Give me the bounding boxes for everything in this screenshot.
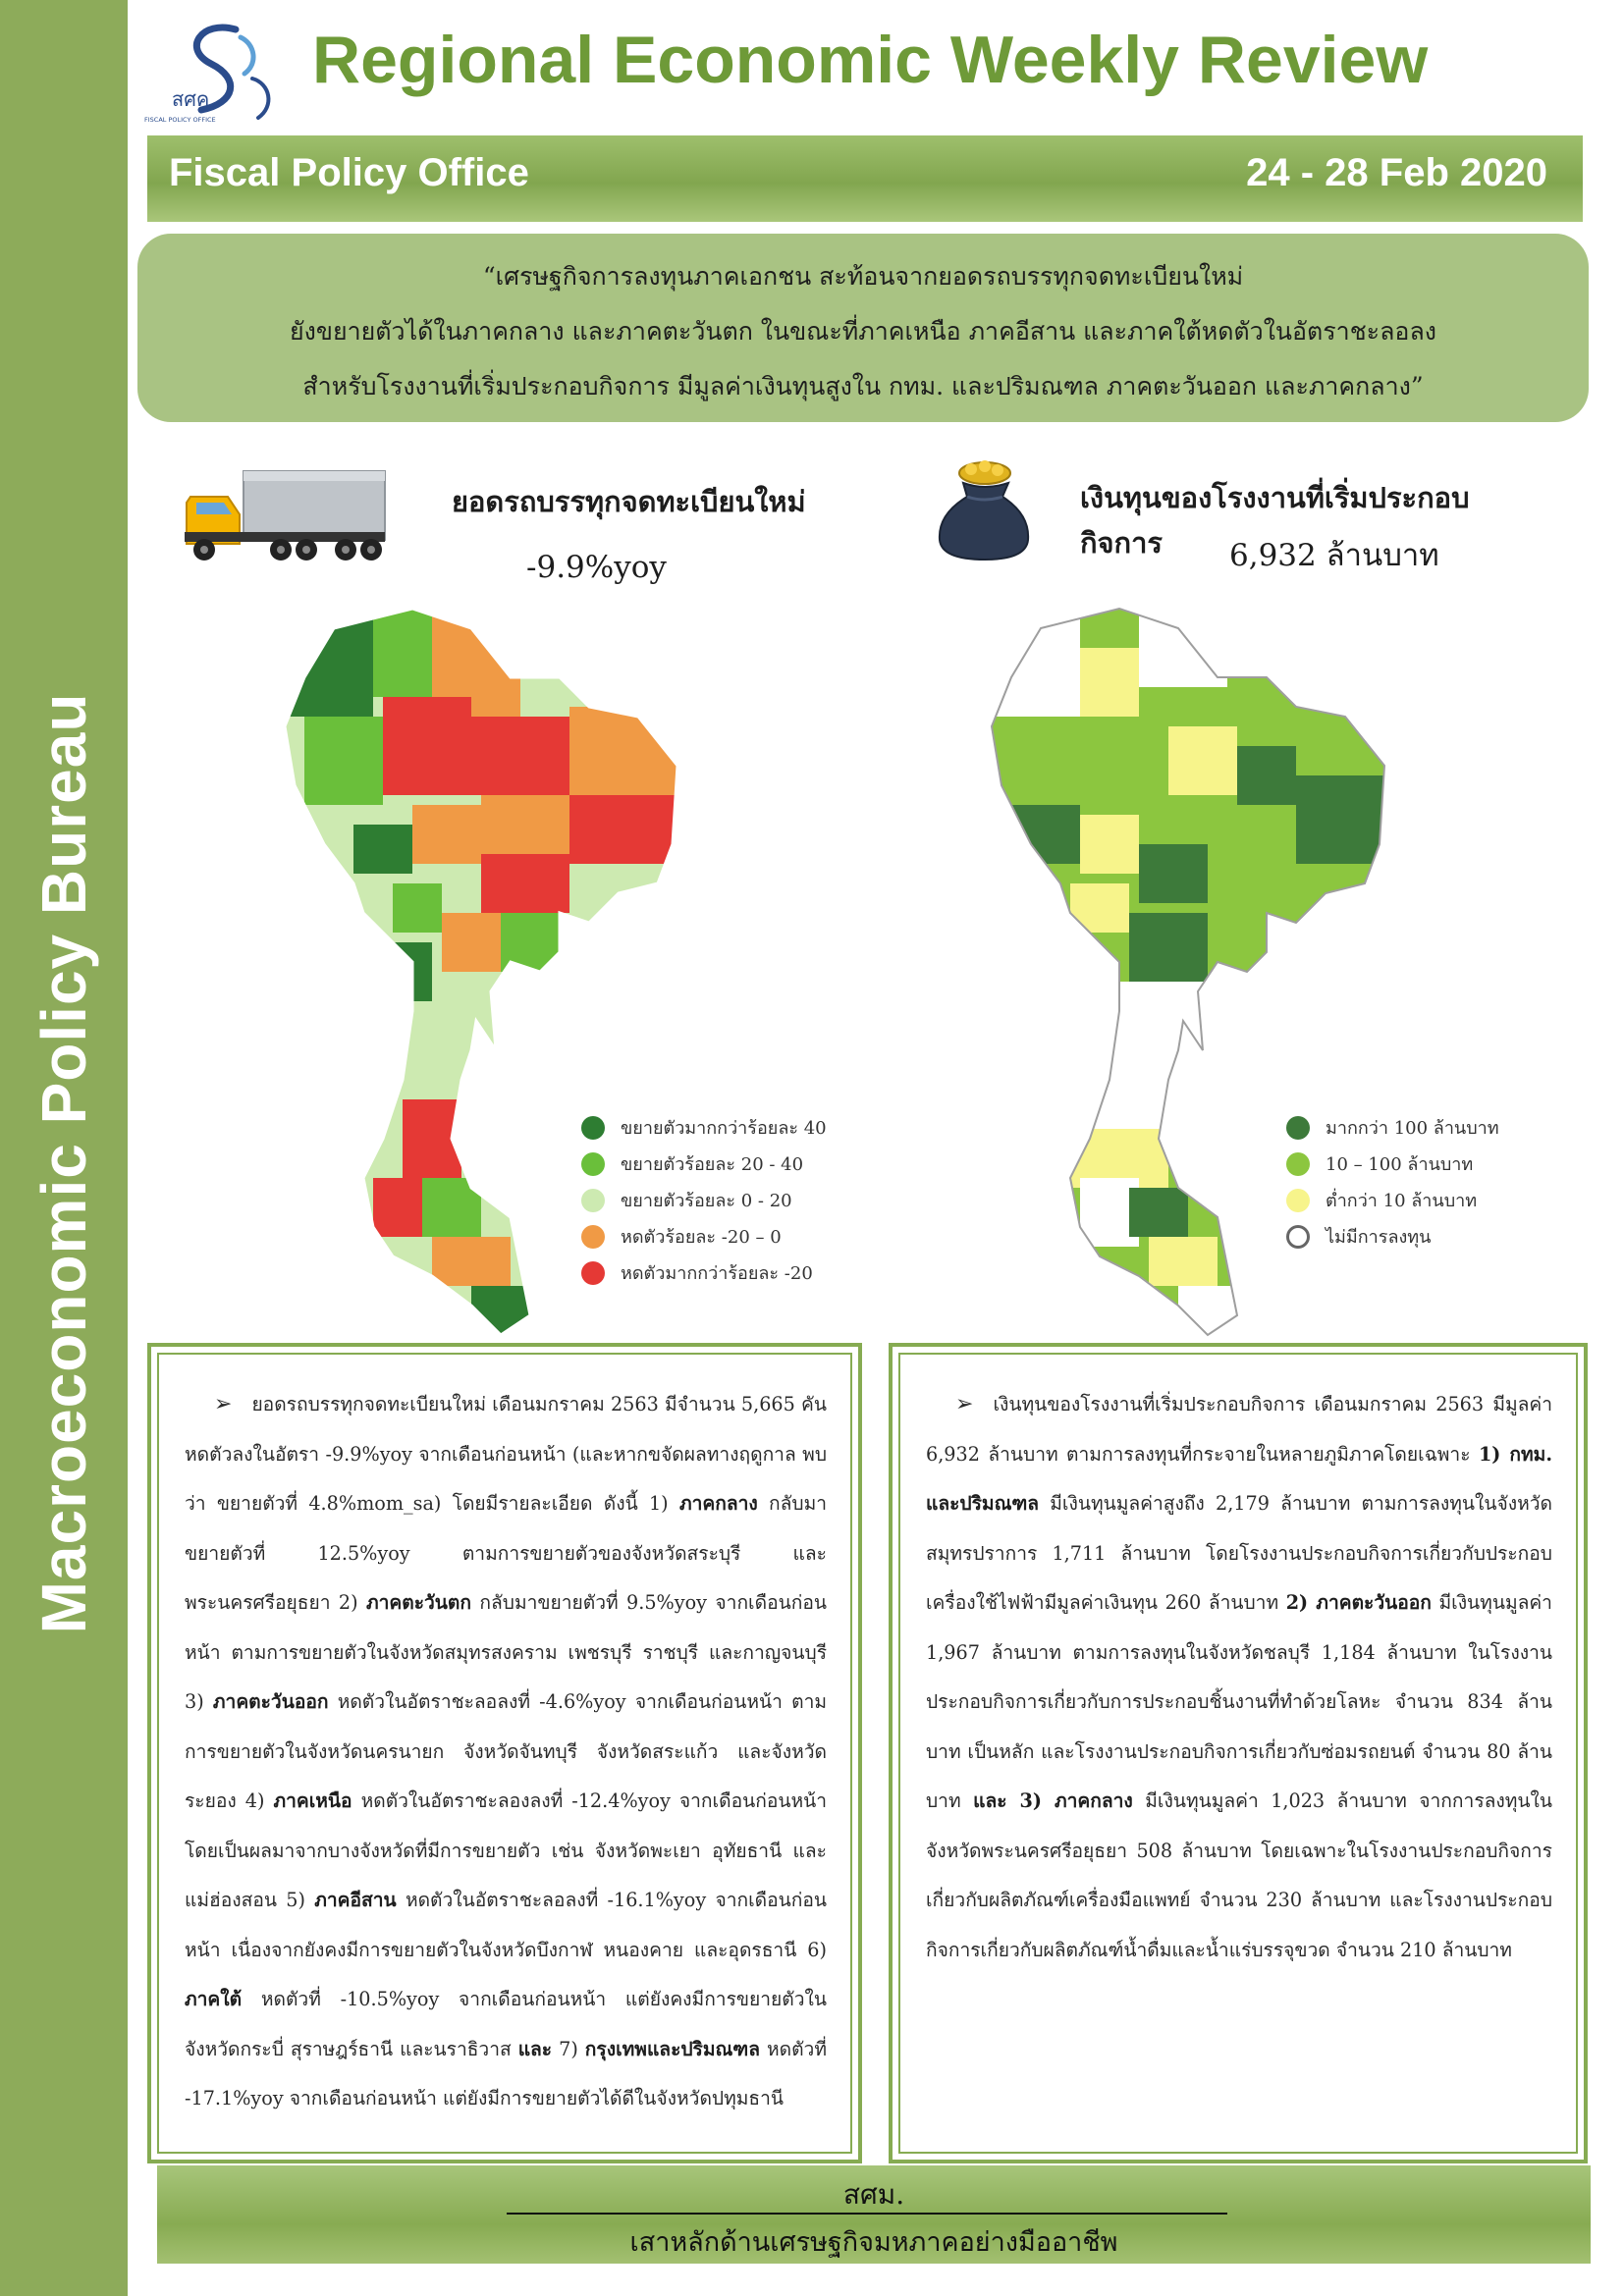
capital-analysis-frame xyxy=(898,1353,1578,2154)
legend-label: ไม่มีการลงทุน xyxy=(1326,1227,1432,1248)
money-bag-icon xyxy=(928,457,1046,565)
legend-swatch xyxy=(581,1152,605,1176)
legend-item xyxy=(581,1109,827,1146)
legend-label: ต่ำกว่า 10 ล้านบาท xyxy=(1326,1191,1478,1211)
legend-item xyxy=(581,1218,827,1255)
highlight-line: “เศรษฐกิจการลงทุนภาคเอกชน สะท้อนจากยอดรถบรรทุกจดทะเบียนใหม่ xyxy=(482,262,1244,291)
header-banner xyxy=(147,135,1583,222)
factory-capital-value: 6,932 ล้านบาท xyxy=(1229,538,1439,573)
truck-registration-value: -9.9%yoy xyxy=(526,550,667,585)
factory-capital-heading: เงินทุนของโรงงานที่เริ่มประกอบกิจการ xyxy=(1080,481,1470,560)
legend-label: มากกว่า 100 ล้านบาท xyxy=(1326,1118,1499,1139)
footer-divider xyxy=(507,2213,1227,2215)
truck-analysis-frame xyxy=(157,1353,852,2154)
legend-swatch xyxy=(1286,1189,1310,1212)
banner-date-range: 24 - 28 Feb 2020 xyxy=(1246,151,1547,194)
legend-item xyxy=(1286,1218,1499,1255)
legend-item xyxy=(1286,1146,1499,1182)
legend-swatch xyxy=(581,1261,605,1285)
legend-item xyxy=(1286,1109,1499,1146)
fpo-logo-icon xyxy=(142,20,290,133)
legend-label: ขยายตัวร้อยละ 20 - 40 xyxy=(621,1154,804,1175)
truck-icon xyxy=(183,467,389,565)
truck-map-legend xyxy=(581,1109,827,1291)
legend-label: ขยายตัวร้อยละ 0 - 20 xyxy=(621,1191,792,1211)
legend-label: หดตัวมากกว่าร้อยละ -20 xyxy=(621,1263,813,1284)
legend-item xyxy=(581,1182,827,1218)
svg-text:FISCAL POLICY OFFICE: FISCAL POLICY OFFICE xyxy=(144,116,216,124)
bullet-arrow-icon: ➢ xyxy=(955,1392,974,1416)
legend-item xyxy=(581,1146,827,1182)
truck-registration-heading: ยอดรถบรรทุกจดทะเบียนใหม่ xyxy=(452,485,806,518)
capital-map-legend xyxy=(1286,1109,1499,1255)
footer-banner xyxy=(157,2165,1591,2264)
legend-swatch xyxy=(1286,1225,1310,1249)
sidebar-label: Macroeconomic Policy Bureau xyxy=(28,692,99,1634)
legend-item xyxy=(581,1255,827,1291)
footer-slogan: เสาหลักด้านเศรษฐกิจมหภาคอย่างมืออาชีพ xyxy=(629,2227,1118,2258)
truck-analysis-text: ➢ ยอดรถบรรทุกจดทะเบียนใหม่ เดือนมกราคม 2563 มีจำนวน 5,665 คัน หดตัวลงในอัตรา -9.9%yoy จากเดือนก่อนหน้า (และหากขจัดผลทางฤดูกาล พบว่า ขยายตัวที่ 4.8%mom_sa) โดยมีรายละเอียด ดังนี้ 1) ภาคกลาง กลับมาขยายตัวที่ 12.5%yoy ตามการขยายตัวของจังหวัดสระบุรี และพระนครศรีอยุธยา 2) ภาคตะวันตก กลับมาขยายตัวที่ 9.5%yoy จากเดือนก่อนหน้า ตามการขยายตัวในจังหวัดสมุทรสงคราม เพชรบุรี ราชบุรี และกาญจนบุรี 3) ภาคตะวันออก หดตัวในอัตราชะลอลงที่ -4.6%yoy จากเดือนก่อนหน้า ตามการขยายตัวในจังหวัดนครนายก จังหวัดจันทบุรี จังหวัดสระแก้ว และจังหวัดระยอง 4) ภาคเหนือ หดตัวในอัตราชะลองลงที่ -12.4%yoy จากเดือนก่อนหน้า โดยเป็นผลมาจากบางจังหวัดที่มีการขยายตัว เช่น จังหวัดพะเยา อุทัยธานี และแม่ฮ่องสอน 5) ภาคอีสาน หดตัวในอัตราชะลอลงที่ -16.1%yoy จากเดือนก่อนหน้า เนื่องจากยังคงมีการขยายตัวในจังหวัดบึงกาฬ หนองคาย และอุดรธานี 6) ภาคใต้ หดตัวที่ -10.5%yoy จากเดือนก่อนหน้า แต่ยังคงมีการขยายตัวในจังหวัดกระบี่ สุราษฎร์ธานี และนราธิวาส และ 7) กรุงเทพและปริมณฑล หดตัวที่ -17.1%yoy จากเดือนก่อนหน้า แต่ยังมีการขยายตัวได้ดีในจังหวัดปทุมธานี xyxy=(185,1392,828,2109)
highlight-line: สำหรับโรงงานที่เริ่มประกอบกิจการ มีมูลค่าเงินทุนสูงใน กทม. และปริมณฑล ภาคตะวันออก และภาคกลาง” xyxy=(302,372,1424,400)
legend-swatch xyxy=(1286,1152,1310,1176)
legend-label: ขยายตัวมากกว่าร้อยละ 40 xyxy=(621,1118,827,1139)
highlight-line: ยังขยายตัวได้ในภาคกลาง และภาคตะวันตก ในขณะที่ภาคเหนือ ภาคอีสาน และภาคใต้หดตัวในอัตราชะลอลง xyxy=(290,317,1436,346)
sidebar xyxy=(0,0,128,2296)
legend-swatch xyxy=(1286,1116,1310,1140)
document-title: Regional Economic Weekly Review xyxy=(312,23,1429,97)
legend-swatch xyxy=(581,1116,605,1140)
legend-item xyxy=(1286,1182,1499,1218)
banner-office: Fiscal Policy Office xyxy=(169,151,529,194)
footer-abbreviation: สศม. xyxy=(842,2178,905,2211)
legend-label: 10 – 100 ล้านบาท xyxy=(1326,1154,1474,1175)
truck-analysis-box xyxy=(147,1343,862,2163)
legend-swatch xyxy=(581,1189,605,1212)
bullet-arrow-icon: ➢ xyxy=(214,1392,233,1416)
legend-label: หดตัวร้อยละ -20 – 0 xyxy=(621,1227,782,1248)
capital-analysis-text: ➢ เงินทุนของโรงงานที่เริ่มประกอบกิจการ เดือนมกราคม 2563 มีมูลค่า 6,932 ล้านบาท ตามการลงทุนที่กระจายในหลายภูมิภาคโดยเฉพาะ 1) กทม. และปริมณฑล มีเงินทุนมูลค่าสูงถึง 2,179 ล้านบาท ตามการลงทุนในจังหวัดสมุทรปราการ 1,711 ล้านบาท โดยโรงงานประกอบกิจการเกี่ยวกับประกอบเครื่องใช้ไฟฟ้ามีมูลค่าเงินทุน 260 ล้านบาท 2) ภาคตะวันออก มีเงินทุนมูลค่า 1,967 ล้านบาท ตามการลงทุนในจังหวัดชลบุรี 1,184 ล้านบาท ในโรงงานประกอบกิจการเกี่ยวกับการประกอบชิ้นงานที่ทำด้วยโลหะ จำนวน 834 ล้านบาท เป็นหลัก และโรงงานประกอบกิจการเกี่ยวกับซ่อมรถยนต์ จำนวน 80 ล้านบาท และ 3) ภาคกลาง มีเงินทุนมูลค่า 1,023 ล้านบาท จากการลงทุนในจังหวัดพระนครศรีอยุธยา 508 ล้านบาท โดยเฉพาะในโรงงานประกอบกิจการเกี่ยวกับผลิตภัณฑ์เครื่องมือแพทย์ จำนวน 230 ล้านบาท และโรงงานประกอบกิจการเกี่ยวกับผลิตภัณฑ์น้ำดื่มและน้ำแร่บรรจุขวด จำนวน 210 ล้านบาท xyxy=(926,1392,1553,1961)
svg-text:สศค.: สศค. xyxy=(172,87,216,111)
capital-analysis-box xyxy=(889,1343,1588,2163)
highlight-summary xyxy=(137,234,1589,422)
legend-swatch xyxy=(581,1225,605,1249)
